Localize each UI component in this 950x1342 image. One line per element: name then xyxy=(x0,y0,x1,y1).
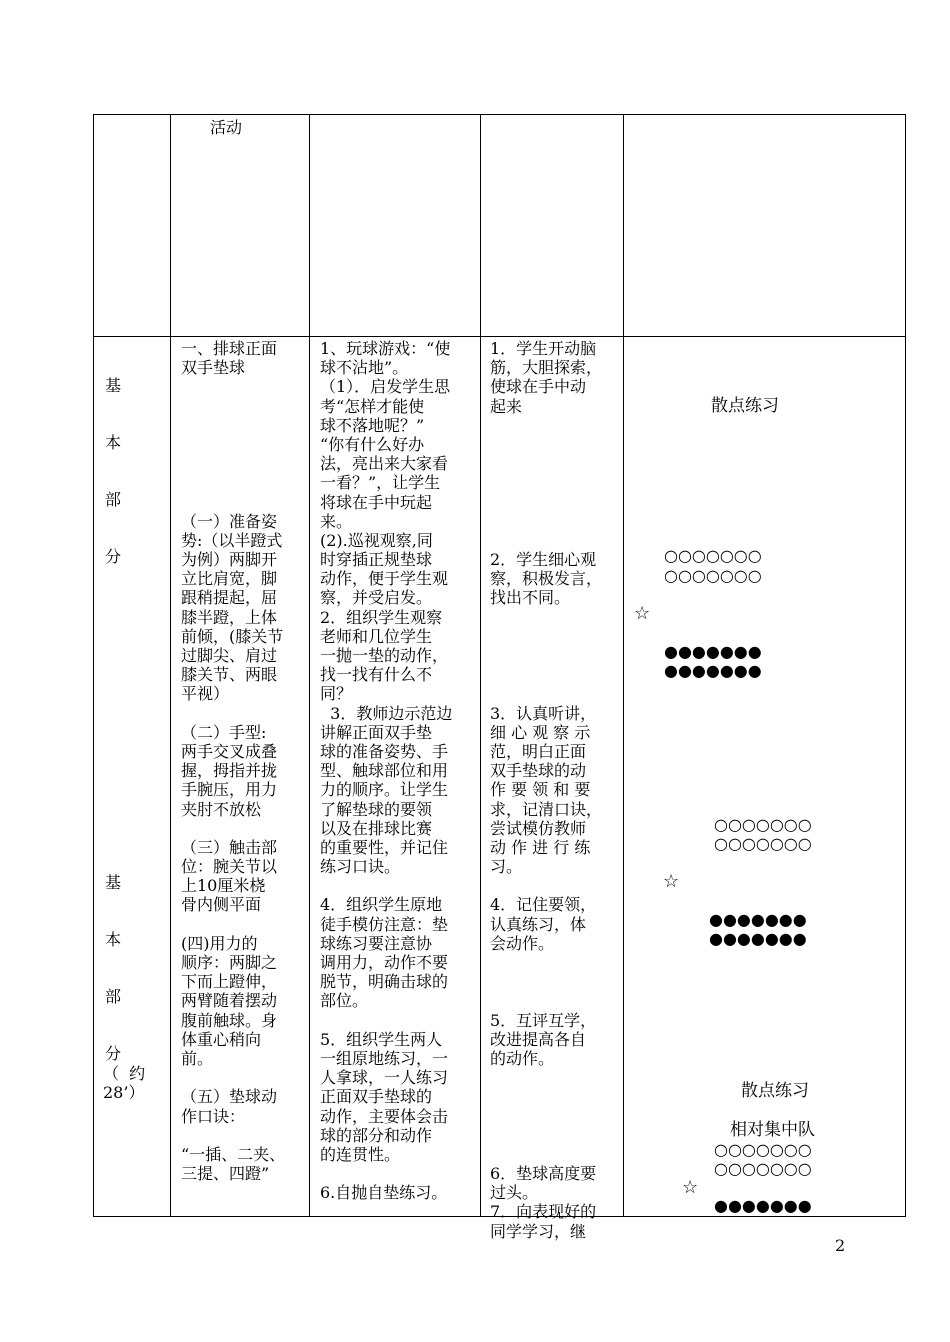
content-line: 为例）两脚开 xyxy=(181,550,278,570)
content-column xyxy=(181,339,307,1183)
teacher-activity-line: 脱节，明确击球的 xyxy=(320,972,449,992)
teacher-activity-line: （1）．启发学生思 xyxy=(320,377,451,397)
org-label-scatter-1: 散点练习 xyxy=(711,396,779,416)
teacher-activity-line: 球的部分和动作 xyxy=(320,1125,433,1145)
solid-row: ●●●●●●● xyxy=(664,642,762,661)
student-activity-line: 认真练习，体 xyxy=(490,914,587,934)
student-activity-line xyxy=(490,876,621,895)
teacher-star-icon: ☆ xyxy=(634,603,651,624)
teacher-activity-line: 球不落地呢？” xyxy=(320,415,425,435)
table-col-divider-1 xyxy=(170,114,171,1217)
teacher-activity-line: 力的顺序。让学生 xyxy=(320,780,449,800)
content-line: 膝半蹬，上体 xyxy=(181,607,278,627)
time-label: 28’） xyxy=(103,1083,145,1102)
content-line: “一插、二夹、 xyxy=(181,1144,286,1164)
teacher-activity-line: 正面双手垫球的 xyxy=(320,1087,433,1107)
student-activity-line: 动 作 进 行 练 xyxy=(490,837,591,857)
section-char: 部 xyxy=(105,490,122,509)
hollow-row: ○○○○○○○ xyxy=(664,546,762,565)
content-line xyxy=(181,1068,307,1087)
table-col-divider-3 xyxy=(480,114,481,1217)
teacher-activity-line: 动作，主要体会击 xyxy=(320,1106,449,1126)
content-line: 两臂随着摆动 xyxy=(181,991,278,1011)
teacher-activity-line xyxy=(320,1164,478,1183)
content-line: 跟稍提起，屈 xyxy=(181,588,278,608)
teacher-activity-line: 型、触球部位和用 xyxy=(320,761,449,781)
student-activity-line xyxy=(490,684,621,703)
content-line xyxy=(181,435,307,454)
org-label-scatter-2: 散点练习 xyxy=(741,1081,809,1101)
student-activity-line: 求，记清口诀， xyxy=(490,799,603,819)
content-line: 双手垫球 xyxy=(181,358,246,378)
hollow-row: ○○○○○○○ xyxy=(664,566,762,585)
content-line: 平视） xyxy=(181,684,230,704)
content-line xyxy=(181,397,307,416)
student-activity-line xyxy=(490,473,621,492)
student-activity-line xyxy=(490,608,621,627)
content-line xyxy=(181,454,307,473)
hollow-row: ○○○○○○○ xyxy=(714,1140,812,1159)
student-activity-line xyxy=(490,1107,621,1126)
student-activity-line xyxy=(490,435,621,454)
section-char: 部 xyxy=(105,987,122,1006)
teacher-activity-line: 练习口诀。 xyxy=(320,857,401,877)
teacher-activity-line: 1、玩球游戏：“使 xyxy=(320,339,451,358)
teacher-activity-line: 调用力，动作不要 xyxy=(320,953,449,972)
table-col-divider-4 xyxy=(623,114,624,1217)
student-activity-line xyxy=(490,665,621,684)
content-line: 过脚尖、肩过 xyxy=(181,646,278,665)
section-char: 本 xyxy=(105,433,122,452)
teacher-activity-line: (2).巡视观察,同 xyxy=(320,530,433,550)
teacher-activity-line: 时穿插正规垫球 xyxy=(320,550,433,570)
content-line: 顺序：两脚之 xyxy=(181,953,278,972)
content-line: 夹肘不放松 xyxy=(181,799,262,819)
student-activity-line xyxy=(490,493,621,512)
section-char: 分 xyxy=(105,547,122,566)
content-line: 膝关节、两眼 xyxy=(181,665,278,685)
content-line: 手腕压，用力 xyxy=(181,780,278,800)
teacher-activity-line: 人拿球，一人练习 xyxy=(320,1068,449,1088)
hollow-row: ○○○○○○○ xyxy=(714,834,812,853)
content-line: 前。 xyxy=(181,1048,214,1068)
activity-label: 活动 xyxy=(210,118,243,137)
teacher-activity-line: 球不沾地”。 xyxy=(320,358,409,378)
teacher-activity-line xyxy=(320,876,478,895)
hollow-row: ○○○○○○○ xyxy=(714,815,812,834)
student-activity-line xyxy=(490,1068,621,1087)
teacher-activity-line: 法，亮出来大家看 xyxy=(320,454,449,474)
content-line xyxy=(181,416,307,435)
student-activity-line: 范，明白正面 xyxy=(490,741,587,761)
table-row-divider xyxy=(93,336,906,337)
student-activity-line xyxy=(490,953,621,972)
content-line: 作口诀： xyxy=(181,1106,246,1126)
teacher-activity-line: 一组原地练习，一 xyxy=(320,1048,449,1068)
content-line xyxy=(181,819,307,838)
section-char: 基 xyxy=(105,376,122,395)
student-activity-line xyxy=(490,512,621,531)
student-activity-line: 筋，大胆探索， xyxy=(490,358,603,378)
student-activity-line: 2．学生细心观 xyxy=(490,550,597,570)
content-line: 体重心稍向 xyxy=(181,1029,262,1049)
content-line xyxy=(181,915,307,934)
content-line: 两手交叉成叠 xyxy=(181,741,278,761)
teacher-activity-line xyxy=(320,1011,478,1030)
teacher-activity-line: 察，并受启发。 xyxy=(320,588,433,608)
content-line: （二）手型: xyxy=(181,722,267,742)
student-activity-line xyxy=(490,1087,621,1106)
student-activity-line: 7．向表现好的 xyxy=(490,1202,597,1222)
page-number: 2 xyxy=(835,1236,846,1255)
section-char: 分 xyxy=(105,1044,122,1063)
student-activity-line: 找出不同。 xyxy=(490,588,571,608)
solid-row: ●●●●●●● xyxy=(664,661,762,680)
content-line: 上10厘米桡 xyxy=(181,876,266,896)
content-line: （五）垫球动 xyxy=(181,1087,278,1107)
table-top-border xyxy=(93,114,906,115)
student-activity-line: 细 心 观 察 示 xyxy=(490,722,591,742)
teacher-activity-line: 球的准备姿势、手 xyxy=(320,741,449,761)
content-line xyxy=(181,493,307,512)
student-activity-line: 1．学生开动脑 xyxy=(490,339,597,358)
student-activity-line xyxy=(490,1126,621,1145)
student-activity-line: 使球在手中动 xyxy=(490,377,587,397)
teacher-activity-line: 将球在手中玩起 xyxy=(320,492,433,512)
table-right-border xyxy=(905,114,906,1217)
section-char: 基 xyxy=(105,873,122,892)
teacher-star-icon: ☆ xyxy=(682,1177,699,1198)
student-activity-line xyxy=(490,972,621,991)
student-activity-line: 同学学习，继 xyxy=(490,1221,587,1241)
student-activity-line: 尝试模仿教师 xyxy=(490,818,587,838)
content-line: 骨内侧平面 xyxy=(181,895,262,915)
student-activity-line xyxy=(490,454,621,473)
student-activity-line: 作 要 领 和 要 xyxy=(490,780,591,800)
content-line xyxy=(181,704,307,723)
content-line: 腹前触球。身 xyxy=(181,1010,278,1030)
content-line: 一、排球正面 xyxy=(181,339,278,358)
teacher-activity-line: 部位。 xyxy=(320,991,369,1011)
content-line xyxy=(181,473,307,492)
table-left-border xyxy=(93,114,94,1217)
teacher-activity-line: 6.自抛自垫练习。 xyxy=(320,1183,448,1203)
teacher-activity-line: “你有什么好办 xyxy=(320,434,425,454)
content-line: (四)用力的 xyxy=(181,933,258,953)
teacher-activity-line: 老师和几位学生 xyxy=(320,626,433,646)
hollow-row: ○○○○○○○ xyxy=(714,1159,812,1178)
teacher-activity-line: 一看？”，让学生 xyxy=(320,473,441,493)
section-char: 本 xyxy=(105,930,122,949)
content-line: 势:（以半蹬式 xyxy=(181,530,283,550)
content-line xyxy=(181,1126,307,1145)
student-activity-line: 起来 xyxy=(490,396,523,416)
content-line xyxy=(181,377,307,396)
content-line: 立比肩宽，脚 xyxy=(181,569,278,589)
teacher-activity-line: 动作，便于学生观 xyxy=(320,569,449,589)
solid-row: ●●●●●●● xyxy=(709,910,807,929)
teacher-activity-line: 4．组织学生原地 xyxy=(320,895,443,915)
student-column xyxy=(490,339,621,1241)
teacher-activity-line: 同？ xyxy=(320,684,353,704)
student-activity-line: 的动作。 xyxy=(490,1048,555,1068)
solid-row: ●●●●●●● xyxy=(714,1196,812,1215)
content-line: 位：腕关节以 xyxy=(181,857,278,877)
content-line: （三）触击部 xyxy=(181,837,278,857)
student-activity-line: 5．互评互学， xyxy=(490,1010,597,1030)
teacher-activity-line: 考“怎样才能使 xyxy=(320,396,425,416)
student-activity-line xyxy=(490,991,621,1010)
student-activity-line xyxy=(490,627,621,646)
content-line: 前倾，(膝关节 xyxy=(181,626,284,646)
teacher-activity-line: 讲解正面双手垫 xyxy=(320,722,433,742)
time-label: （ 约 xyxy=(103,1064,146,1083)
student-activity-line: 6．垫球高度要 xyxy=(490,1164,597,1184)
teacher-activity-line: 的连贯性。 xyxy=(320,1144,401,1164)
teacher-activity-line: 2．组织学生观察 xyxy=(320,607,443,627)
student-activity-line: 过头。 xyxy=(490,1183,539,1203)
student-activity-line: 双手垫球的动 xyxy=(490,761,587,781)
teacher-activity-line: 来。 xyxy=(320,511,353,531)
teacher-activity-line: 3．教师边示范边 xyxy=(320,703,453,723)
student-activity-line xyxy=(490,531,621,550)
content-line: （一）准备姿 xyxy=(181,511,278,531)
teacher-activity-line: 一抛一垫的动作， xyxy=(320,646,449,665)
teacher-activity-line: 找一找有什么不 xyxy=(320,665,433,685)
student-activity-line: 习。 xyxy=(490,857,523,877)
student-activity-line: 3．认真听讲， xyxy=(490,703,597,723)
teacher-star-icon: ☆ xyxy=(663,871,680,892)
student-activity-line: 察，积极发言， xyxy=(490,569,603,589)
teacher-activity-line: 球练习要注意协 xyxy=(320,933,433,953)
teacher-activity-line: 以及在排球比赛 xyxy=(320,818,433,838)
student-activity-line: 改进提高各自 xyxy=(490,1029,587,1049)
student-activity-line xyxy=(490,646,621,665)
teacher-activity-line: 了解垫球的要领 xyxy=(320,799,433,819)
student-activity-line: 会动作。 xyxy=(490,933,555,953)
teacher-activity-line: 的重要性，并记住 xyxy=(320,837,449,857)
teacher-activity-line: 徒手模仿注意：垫 xyxy=(320,914,449,934)
table-col-divider-2 xyxy=(309,114,310,1217)
org-label-concentrated: 相对集中队 xyxy=(730,1120,815,1140)
content-line: 握，拇指并拢 xyxy=(181,761,278,781)
content-line: 下而上蹬伸， xyxy=(181,972,278,992)
solid-row: ●●●●●●● xyxy=(709,929,807,948)
student-activity-line: 4．记住要领， xyxy=(490,895,597,915)
student-activity-line xyxy=(490,416,621,435)
content-line: 三提、四蹬” xyxy=(181,1164,270,1184)
student-activity-line xyxy=(490,1145,621,1164)
teacher-column xyxy=(320,339,478,1202)
teacher-activity-line: 5．组织学生两人 xyxy=(320,1029,443,1049)
